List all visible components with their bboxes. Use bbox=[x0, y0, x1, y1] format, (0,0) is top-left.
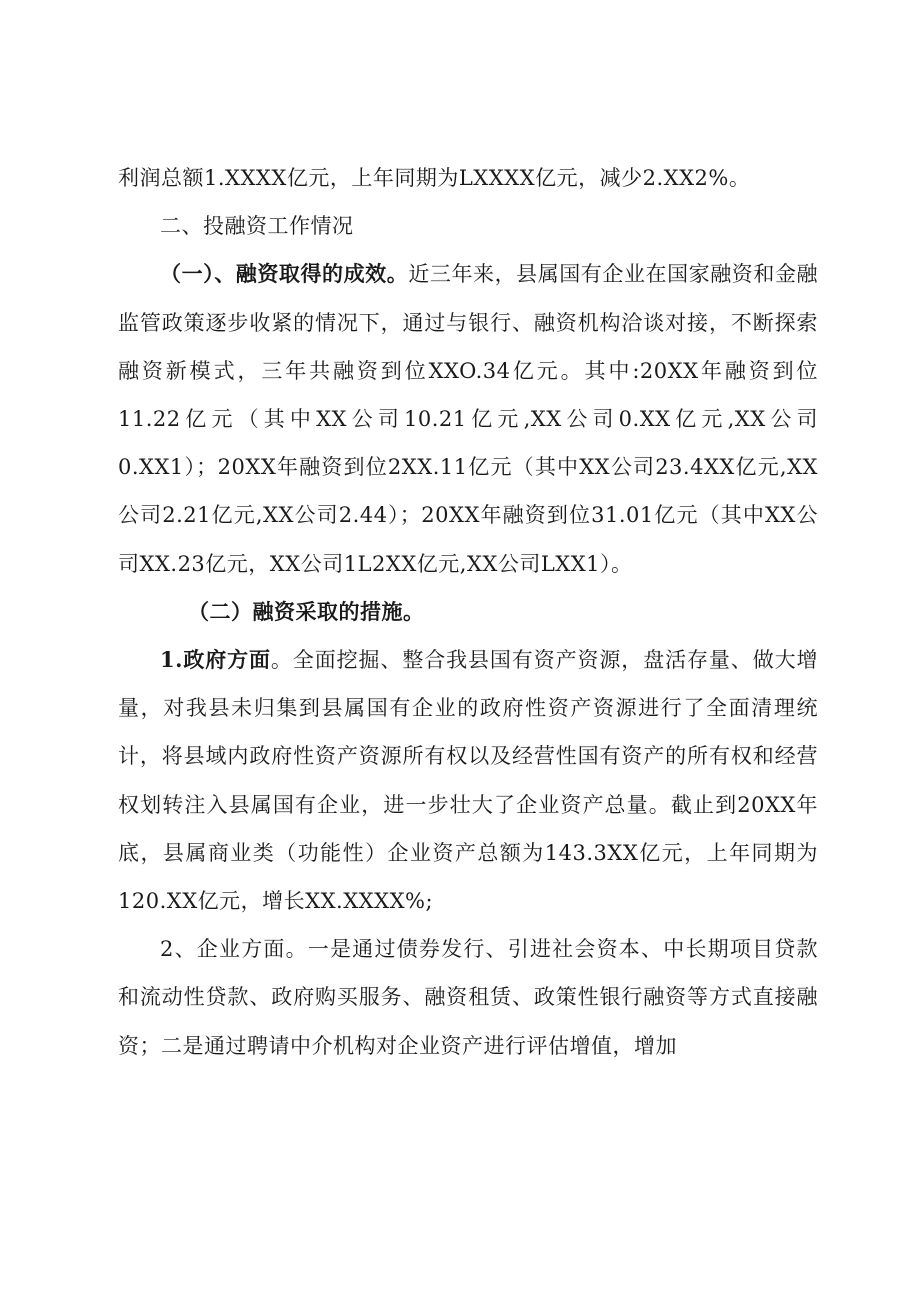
government-measures-text: 。全面挖掘、整合我县国有资产资源，盘活存量、做大增量，对我县未归集到县属国有企业的政府性资产资源进行了全面清理统计，将县域内政府性资产资源所有权以及经营性国有资产的所有权和经营权划转注入县属国有企业，进一步壮大了企业资产总量。截止到20XX年底，县属商业类（功能性）企业资产总额为143.3XX亿元，上年同期为120.XX亿元，增长XX.XXXX%; bbox=[118, 648, 818, 914]
paragraph-enterprise-measures: 2、企业方面。一是通过债券发行、引进社会资本、中长期项目贷款和流动性贷款、政府购买服务、融资租赁、政策性银行融资等方式直接融资；二是通过聘请中介机构对企业资产进行评估增值，增加 bbox=[118, 937, 818, 1058]
document-body bbox=[118, 154, 818, 1070]
section-heading-investment-financing: 二、投融资工作情况 bbox=[160, 214, 354, 239]
paragraph-profit: 利润总额1.XXXX亿元，上年同期为LXXXX亿元，减少2.XX2%。 bbox=[118, 166, 751, 190]
item-government-label: 1.政府方面 bbox=[160, 647, 271, 673]
subheading-financing-measures: （二）融资采取的措施。 bbox=[188, 598, 425, 624]
financing-results-text: 近三年来，县属国有企业在国家融资和金融监管政策逐步收紧的情况下，通过与银行、融资机构洽谈对接，不断探索融资新模式，三年共融资到位XXO.34亿元。其中:20XX年融资到位11.22亿元（其中XX公司10.21亿元,XX公司0.XX亿元,XX公司0.XX1）；20XX年融资到位2XX.11亿元（其中XX公司23.4XX亿元,XX公司2.21亿元,XX公司2.44）；20XX年融资到位31.01亿元（其中XX公司XX.23亿元，XX公司1L2XX亿元,XX公司LXX1）。 bbox=[118, 262, 819, 576]
paragraph-government-measures bbox=[118, 636, 818, 925]
subheading-financing-results: （一）、融资取得的成效。 bbox=[160, 261, 409, 287]
paragraph-financing-results bbox=[118, 250, 818, 587]
